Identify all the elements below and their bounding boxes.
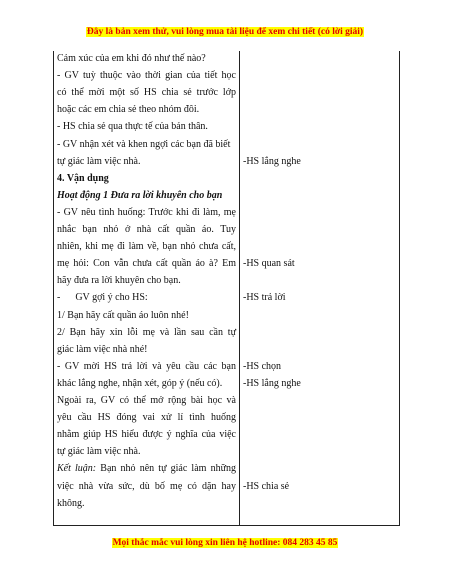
activity-heading: Hoạt động 1 Đưa ra lời khuyên cho bạn: [57, 189, 223, 201]
preview-banner: [0, 26, 450, 38]
conclusion-line: [57, 462, 236, 475]
text-line: hãy đưa ra lời khuyên cho bạn.: [57, 275, 181, 287]
student-activity-note: -HS lắng nghe: [243, 377, 301, 389]
student-activity-note: -HS quan sát: [243, 258, 295, 270]
lesson-table: [53, 51, 400, 526]
student-activity-note: -HS lắng nghe: [243, 155, 301, 167]
text-line: nhằm giúp HS hiểu được ý nghĩa của việc: [57, 429, 236, 441]
text-line: mẹ hỏi: Con vẫn chưa cất quần áo à? Em: [57, 258, 236, 270]
text-line: có thể mời một số HS chia sẻ trước lớp: [57, 87, 236, 99]
student-activity-note: -HS chọn: [243, 360, 282, 372]
hotline-banner-text: Mọi thắc mắc vui lòng xin liên hệ hotline: 084 283 45 85: [112, 538, 338, 548]
text-line: 1/ Bạn hãy cất quần áo luôn nhé!: [57, 309, 189, 321]
text-line: yêu cầu HS đóng vai xử lí tình huống: [57, 412, 236, 424]
preview-banner-text: Đây là bản xem thử, vui lòng mua tài liệu để xem chi tiết (có lời giải): [86, 27, 364, 37]
conclusion-text: Bạn nhỏ nên tự giác làm những: [96, 463, 236, 475]
text-line: 2/ Bạn hãy xin lỗi mẹ và lần sau cần tự: [57, 326, 236, 338]
student-activity-note: -HS trả lời: [243, 292, 286, 304]
text-line: - GV nhận xét và khen ngợi các bạn đã biết: [57, 138, 231, 150]
hotline-banner: [0, 537, 450, 549]
text-line: Ngoài ra, GV có thể mở rộng bài học và: [57, 395, 236, 406]
text-line: tự giác làm việc nhà.: [57, 446, 141, 458]
text-line: - GV gợi ý cho HS:: [57, 292, 148, 304]
text-line: tự giác làm việc nhà.: [57, 155, 141, 167]
text-line: khác lắng nghe, nhận xét, góp ý (nếu có).: [57, 377, 223, 389]
column-divider: [239, 51, 240, 525]
text-line: - HS chia sẻ qua thực tế của bản thân.: [57, 121, 208, 133]
text-line: nhiên, khi mẹ đi làm về, bạn nhỏ chưa cất,: [57, 241, 236, 253]
text-line: - GV tuỳ thuộc vào thời gian của tiết học: [57, 70, 236, 82]
text-line: không.: [57, 497, 85, 509]
section-heading: 4. Vận dụng: [57, 172, 109, 184]
text-line: nhắc bạn nhỏ ở nhà cất quần áo. Tuy: [57, 224, 236, 235]
text-line: hoặc các em chia sẻ theo nhóm đôi.: [57, 104, 200, 116]
text-line: giác làm việc nhà nhé!: [57, 343, 148, 355]
student-activity-note: -HS chia sẻ: [243, 480, 290, 492]
text-line: việc nhà vừa sức, dù bố mẹ có dặn hay: [57, 480, 236, 492]
text-line: Cảm xúc của em khi đó như thế nào?: [57, 53, 206, 64]
text-line: - GV mời HS trả lời và yêu cầu các bạn: [57, 360, 236, 372]
conclusion-label: Kết luận:: [57, 463, 97, 475]
text-line: - GV nêu tình huống: Trước khi đi làm, mẹ: [57, 206, 236, 218]
